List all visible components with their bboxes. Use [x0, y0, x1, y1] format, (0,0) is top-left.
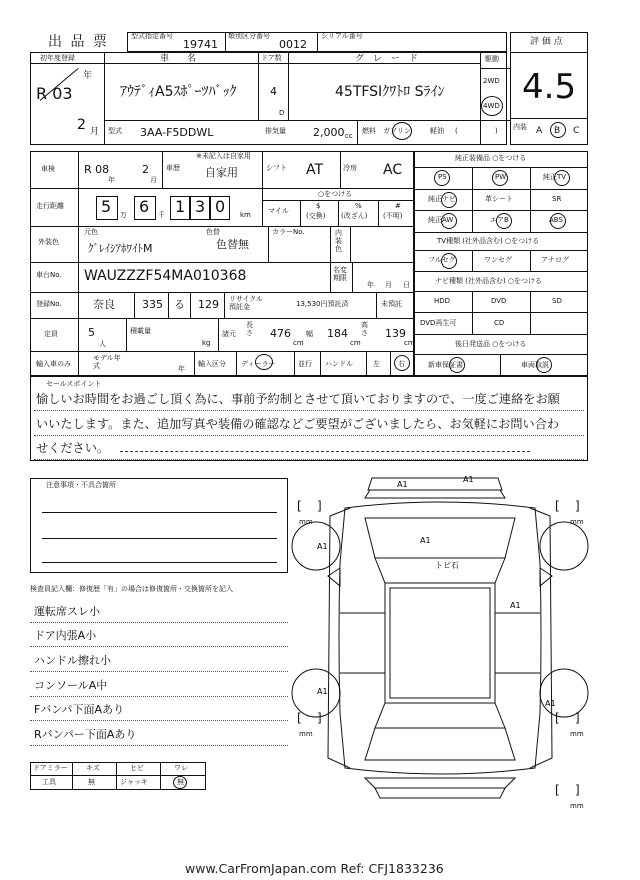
mark-right-door-a1: A1	[510, 601, 521, 610]
acc-header-3: ヒビ	[130, 764, 144, 772]
name-change-year: 年	[367, 281, 374, 289]
interior-b-circle	[550, 122, 566, 138]
name-change-label: 名変期限	[333, 266, 347, 283]
usage-value: 自家用	[205, 166, 238, 179]
mileage-digit-4: 3	[195, 197, 206, 216]
navi-sd: SD	[552, 297, 562, 305]
footer-watermark: www.CarFromJapan.com Ref: CFJ1833236	[185, 861, 444, 876]
equip-sr: SR	[552, 195, 562, 203]
sen-label: 千	[158, 211, 165, 219]
model-value: 3AA-F5DDWL	[140, 126, 214, 139]
tread-fl-bracket: [ ]	[297, 499, 322, 513]
recycle-unpaid: 未預託	[381, 300, 402, 308]
model-label: 型式	[108, 127, 122, 135]
fuel-other-open: (	[455, 127, 458, 135]
grade-label: グ レ ー ド	[355, 54, 419, 64]
fuel-gas-circle	[392, 122, 412, 140]
tread-rr-bracket: [ ]	[555, 711, 580, 725]
usage-label: 車歴	[166, 164, 180, 172]
category-label: 類別区分番号	[228, 32, 270, 40]
car-body-outline	[339, 502, 541, 774]
grade-value: 45TFSIｸﾜﾄﾛ Sﾗｲﾝ	[335, 84, 445, 100]
navi-dvd-play: DVD再生可	[420, 319, 457, 327]
sales-line-2: いいたします。また、追加写真や装備の確認などご要望がございましたら、お気軽にお問い合わ	[36, 417, 560, 431]
model-year-unit: 年	[178, 365, 185, 373]
equip-aw: 純正AW	[428, 216, 454, 224]
reg-label: 登録No.	[36, 300, 62, 308]
length-cm: cm	[293, 339, 304, 347]
color-change: 色替無	[216, 238, 249, 251]
mileage-digit-2: 6	[139, 197, 150, 216]
recycle-amount: 13,530円預託済	[296, 300, 349, 308]
doors-label: ドア数	[261, 54, 282, 62]
equipment-title: 純正装備品 ○をつける	[455, 154, 527, 162]
color-no-label: カラーNo.	[272, 228, 305, 236]
mark-rear-left-wheel-a1: A1	[317, 687, 328, 696]
tread-spare-mm: mm	[570, 802, 584, 810]
shaken-month-label: 月	[150, 176, 157, 184]
import-label: 輸入車のみ	[36, 360, 71, 368]
reg-area: 奈良	[93, 298, 115, 311]
ac-label: 冷房	[343, 164, 357, 172]
import-dealer-circle	[255, 354, 273, 370]
tread-spare-bracket: [ ]	[555, 783, 580, 797]
fuel-gas: ガソリン	[383, 127, 411, 135]
tv-oneseg: ワンセグ	[484, 256, 512, 264]
mileage-digit-3: 1	[175, 197, 186, 216]
score-value: 4.5	[522, 67, 577, 107]
usage-note: ※未記入は自家用	[196, 152, 251, 160]
wheel-front-right	[540, 522, 588, 570]
recycle-label: リサイクル預託金	[229, 295, 264, 312]
tread-rl-mm: mm	[299, 730, 313, 738]
tread-fr-mm: mm	[570, 518, 584, 526]
fuel-other-close: )	[495, 127, 498, 135]
tread-rl-bracket: [ ]	[297, 711, 322, 725]
interior-c: C	[573, 126, 580, 136]
drive-label: 駆動	[485, 55, 499, 63]
mark-rear-right-wheel-a1: A1	[545, 699, 556, 708]
capacity-label: 定員	[44, 330, 58, 338]
color-change-label: 色替	[206, 228, 220, 236]
mark-windshield-chip: トビ石	[435, 561, 459, 570]
navi-hdd: HDD	[434, 297, 451, 305]
height-label: 高さ	[361, 321, 368, 337]
type-approval-no: 19741	[183, 38, 218, 51]
mile-exchange-sub: (交換)	[306, 212, 326, 220]
door-type: D	[279, 109, 285, 117]
car-damage-diagram	[290, 468, 590, 808]
mark-front-left-wheel-a1: A1	[317, 542, 328, 551]
mileage-label: 走行距離	[36, 202, 64, 210]
mark-front-top-a1: A1	[463, 475, 474, 484]
remark-3: ハンドル擦れ小	[34, 654, 111, 667]
equip-pw: PW	[495, 173, 507, 181]
acc-value-3: ジャッキ	[120, 778, 148, 786]
first-reg-era: R 03	[36, 84, 73, 103]
mark-hood-a1: A1	[420, 536, 431, 545]
acc-value-1: 工具	[42, 778, 56, 786]
remark-6: Rバンパー下面Aあり	[34, 728, 137, 741]
tv-analog: アナログ	[541, 256, 569, 264]
capacity-value: 5	[88, 326, 95, 339]
acc-header-2: キズ	[86, 764, 100, 772]
mileage-digit-5: 0	[215, 197, 226, 216]
interior-a: A	[536, 126, 543, 136]
reg-number: 129	[198, 298, 219, 311]
handle-right: 右	[398, 360, 405, 368]
import-dealer: ディーラー	[241, 360, 276, 368]
caution-block	[30, 478, 288, 573]
mark-front-bumper-a1: A1	[397, 480, 408, 489]
fuel-diesel: 軽油	[430, 127, 444, 135]
drive-2wd: 2WD	[483, 77, 500, 85]
import-type-label: 輸入区分	[198, 360, 226, 368]
wheel-rear-left	[292, 669, 340, 717]
shaken-label: 車検	[41, 165, 55, 173]
serial-label: シリアル番号	[321, 32, 363, 40]
load-label: 積載量	[130, 327, 151, 335]
reg-class: 335	[142, 298, 163, 311]
displacement-label: 排気量	[265, 127, 286, 135]
kg-label: kg	[202, 339, 211, 347]
remark-4: コンソールA中	[34, 679, 108, 692]
equip-abs: ABS	[549, 216, 563, 224]
length-label: 長さ	[246, 321, 253, 337]
shaken-month: 2	[142, 163, 149, 176]
car-name: ｱｳﾃﾞｨA5ｽﾎﾟｰﾂﾊﾞｯｸ	[120, 84, 237, 100]
equip-airbag: エアB	[490, 216, 509, 224]
interior-b: B	[554, 126, 561, 136]
cc-label: cc	[345, 132, 353, 140]
type-approval-label: 型式指定番号	[131, 32, 173, 40]
wheel-front-left	[292, 522, 340, 570]
mile-note: ○をつける	[318, 190, 353, 198]
first-reg-year-label: 年	[83, 71, 93, 81]
km-label: km	[240, 211, 251, 219]
drive-4wd: 4WD	[483, 102, 500, 110]
shift-label: シフト	[266, 164, 287, 172]
mile-tampered-sub: (改ざん)	[341, 212, 368, 220]
displacement-value: 2,000	[313, 126, 345, 139]
doors-value: 4	[270, 85, 277, 98]
caution-label: 注意事項・不具合箇所	[46, 481, 116, 489]
sheet-title: 出 品 票	[48, 34, 109, 50]
first-reg-month-label: 月	[90, 127, 100, 137]
name-change-day: 日	[403, 281, 410, 289]
length-value: 476	[270, 327, 291, 340]
acc-header-4: ワレ	[174, 764, 188, 772]
category-no: 0012	[279, 38, 307, 51]
sales-label: セールスポイント	[46, 380, 102, 388]
first-reg-month: 2	[77, 117, 86, 133]
color-label: 外装色	[38, 238, 59, 246]
mile-exchange: $	[316, 202, 321, 210]
original-color: ｸﾞﾚｲｼｱﾎﾜｲﾄM	[88, 242, 153, 255]
mile-unknown: #	[395, 202, 401, 210]
height-value: 139	[385, 327, 406, 340]
mile-tampered: %	[355, 202, 362, 210]
later-warranty: 新車保証書	[428, 361, 463, 369]
handle-left: 左	[373, 360, 380, 368]
sales-line-3: せください。	[36, 441, 110, 455]
navi-dvd: DVD	[491, 297, 507, 305]
later-title: 後日発送品 ○をつける	[455, 340, 527, 348]
spec-label: 諸元	[222, 330, 236, 338]
inspector-label: 検査員記入欄：修復歴「有」の場合は修復箇所・交換箇所を記入	[30, 585, 233, 593]
acc-header-1: ドアミラー	[33, 764, 68, 772]
original-color-label: 元色	[84, 228, 98, 236]
fuel-label: 燃料	[362, 127, 376, 135]
tv-title: TV種類 (社外品含む) ○をつける	[437, 237, 540, 245]
tv-fullseg: フルセグ	[428, 256, 456, 264]
width-cm: cm	[350, 339, 361, 347]
navi-title: ナビ種類 (社外品含む) ○をつける	[435, 277, 543, 285]
handle-label: ハンドル	[325, 360, 353, 368]
interior-label: 内装	[513, 123, 527, 131]
car-name-label: 車 名	[160, 54, 197, 64]
remark-2: ドア内張A小	[34, 629, 97, 642]
chassis-value: WAUZZZF54MA010368	[84, 268, 247, 284]
width-value: 184	[327, 327, 348, 340]
height-cm: cm	[404, 339, 415, 347]
reg-kana: る	[174, 298, 185, 311]
model-year-label: モデル年式	[93, 354, 121, 371]
first-reg-label: 初年度登録	[40, 54, 75, 62]
tread-rr-mm: mm	[570, 730, 584, 738]
equip-tv: 純正TV	[543, 173, 567, 181]
tread-fl-mm: mm	[299, 518, 313, 526]
remark-5: Fバンパ下面Aあり	[34, 703, 125, 716]
acc-value-4: 無	[177, 778, 184, 786]
front-bumper-outline	[365, 490, 505, 498]
shaken-year-label: 年	[108, 176, 115, 184]
tread-fr-bracket: [ ]	[555, 499, 580, 513]
mile-unknown-sub: (不明)	[383, 212, 403, 220]
handle-right-circle	[394, 355, 410, 371]
chassis-label: 車台No.	[36, 271, 62, 279]
name-change-month: 月	[385, 281, 392, 289]
shift-value: AT	[306, 162, 324, 178]
score-label: 評 価 点	[530, 37, 563, 47]
equip-leather: 革シート	[485, 195, 513, 203]
ac-value: AC	[383, 162, 403, 178]
acc-value-2: 無	[88, 778, 95, 786]
later-manual: 車両取説	[521, 361, 549, 369]
equip-navi: 純正ナビ	[428, 195, 456, 203]
mileage-digit-1: 5	[101, 197, 112, 216]
wheel-rear-right	[540, 669, 588, 717]
sales-line-1: 愉しいお時間をお過ごし頂く為に、事前予約制とさせて頂いておりますので、一度ご連絡をお願	[36, 392, 560, 406]
drive-4wd-circle	[481, 96, 503, 116]
shaken-era: R 08	[84, 163, 110, 176]
width-label: 幅	[306, 330, 313, 338]
import-parallel: 並行	[298, 360, 312, 368]
capacity-unit: 人	[99, 340, 106, 348]
navi-cd: CD	[494, 319, 505, 327]
remark-1: 運転席スレ小	[34, 605, 100, 618]
mile-label: マイル	[268, 207, 289, 215]
man-label: 万	[120, 211, 127, 219]
interior-color-label: 内装色	[335, 229, 342, 254]
equip-ps: PS	[438, 173, 447, 181]
